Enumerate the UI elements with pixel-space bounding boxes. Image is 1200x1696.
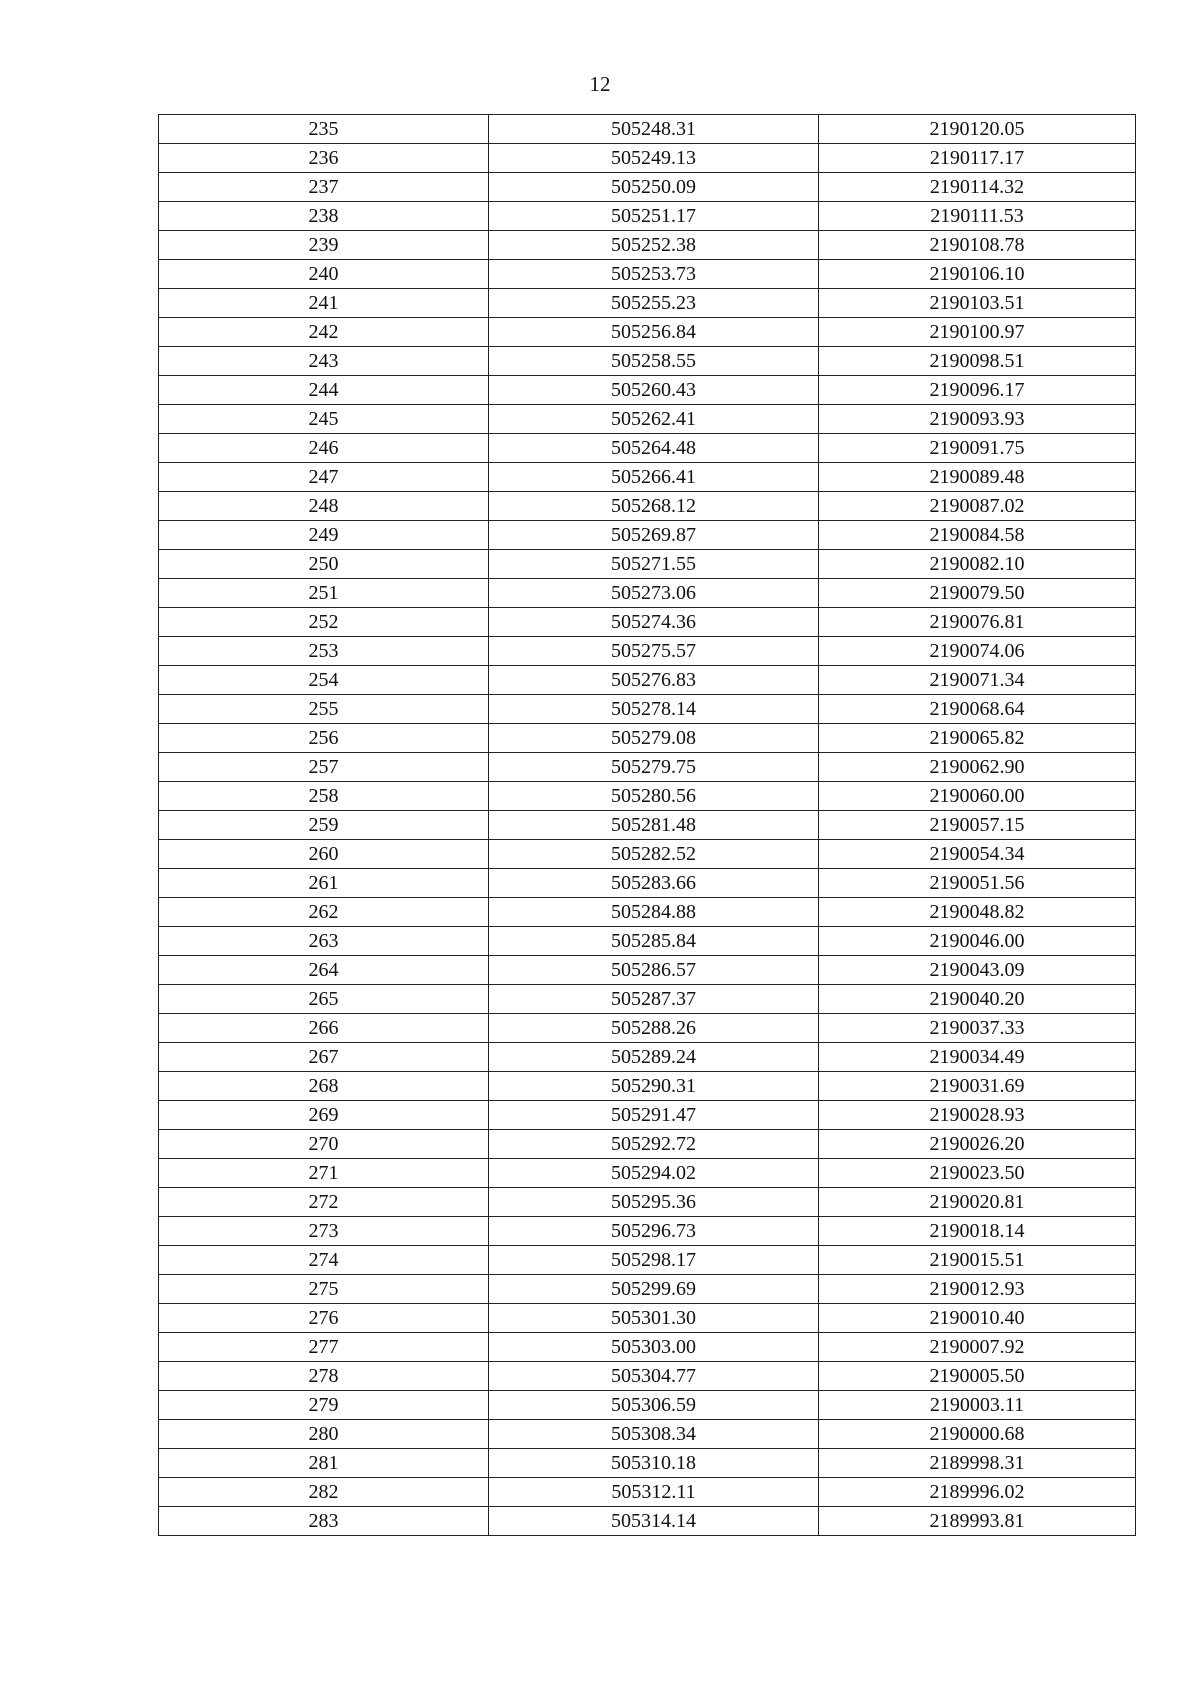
x-coordinate-cell: 505274.36 <box>489 608 819 637</box>
y-coordinate-cell: 2190040.20 <box>819 985 1136 1014</box>
y-coordinate-cell: 2189998.31 <box>819 1449 1136 1478</box>
y-coordinate-cell: 2190084.58 <box>819 521 1136 550</box>
x-coordinate-cell: 505279.08 <box>489 724 819 753</box>
x-coordinate-cell: 505273.06 <box>489 579 819 608</box>
x-coordinate-cell: 505260.43 <box>489 376 819 405</box>
y-coordinate-cell: 2190076.81 <box>819 608 1136 637</box>
point-number-cell: 269 <box>159 1101 489 1130</box>
y-coordinate-cell: 2190087.02 <box>819 492 1136 521</box>
table-row <box>159 927 1136 956</box>
point-number-cell: 281 <box>159 1449 489 1478</box>
y-coordinate-cell: 2189996.02 <box>819 1478 1136 1507</box>
point-number-cell: 282 <box>159 1478 489 1507</box>
y-coordinate-cell: 2190111.53 <box>819 202 1136 231</box>
point-number-cell: 247 <box>159 463 489 492</box>
y-coordinate-cell: 2190114.32 <box>819 173 1136 202</box>
point-number-cell: 266 <box>159 1014 489 1043</box>
point-number-cell: 237 <box>159 173 489 202</box>
point-number-cell: 264 <box>159 956 489 985</box>
point-number-cell: 276 <box>159 1304 489 1333</box>
y-coordinate-cell: 2190093.93 <box>819 405 1136 434</box>
x-coordinate-cell: 505253.73 <box>489 260 819 289</box>
x-coordinate-cell: 505250.09 <box>489 173 819 202</box>
x-coordinate-cell: 505303.00 <box>489 1333 819 1362</box>
x-coordinate-cell: 505304.77 <box>489 1362 819 1391</box>
y-coordinate-cell: 2190117.17 <box>819 144 1136 173</box>
y-coordinate-cell: 2190043.09 <box>819 956 1136 985</box>
table-row <box>159 376 1136 405</box>
table-row <box>159 869 1136 898</box>
table-row <box>159 1420 1136 1449</box>
point-number-cell: 251 <box>159 579 489 608</box>
table-row <box>159 1159 1136 1188</box>
table-row <box>159 1101 1136 1130</box>
table-row <box>159 115 1136 144</box>
table-row <box>159 695 1136 724</box>
table-row <box>159 144 1136 173</box>
y-coordinate-cell: 2189993.81 <box>819 1507 1136 1536</box>
x-coordinate-cell: 505298.17 <box>489 1246 819 1275</box>
x-coordinate-cell: 505251.17 <box>489 202 819 231</box>
table-row <box>159 898 1136 927</box>
table-row <box>159 173 1136 202</box>
x-coordinate-cell: 505291.47 <box>489 1101 819 1130</box>
x-coordinate-cell: 505299.69 <box>489 1275 819 1304</box>
point-number-cell: 248 <box>159 492 489 521</box>
table-row <box>159 782 1136 811</box>
x-coordinate-cell: 505296.73 <box>489 1217 819 1246</box>
point-number-cell: 259 <box>159 811 489 840</box>
point-number-cell: 254 <box>159 666 489 695</box>
y-coordinate-cell: 2190020.81 <box>819 1188 1136 1217</box>
point-number-cell: 236 <box>159 144 489 173</box>
x-coordinate-cell: 505275.57 <box>489 637 819 666</box>
point-number-cell: 258 <box>159 782 489 811</box>
table-row <box>159 608 1136 637</box>
x-coordinate-cell: 505285.84 <box>489 927 819 956</box>
point-number-cell: 270 <box>159 1130 489 1159</box>
point-number-cell: 267 <box>159 1043 489 1072</box>
y-coordinate-cell: 2190007.92 <box>819 1333 1136 1362</box>
table-row <box>159 1072 1136 1101</box>
point-number-cell: 243 <box>159 347 489 376</box>
point-number-cell: 257 <box>159 753 489 782</box>
point-number-cell: 272 <box>159 1188 489 1217</box>
table-row <box>159 289 1136 318</box>
y-coordinate-cell: 2190015.51 <box>819 1246 1136 1275</box>
y-coordinate-cell: 2190108.78 <box>819 231 1136 260</box>
x-coordinate-cell: 505271.55 <box>489 550 819 579</box>
y-coordinate-cell: 2190048.82 <box>819 898 1136 927</box>
y-coordinate-cell: 2190091.75 <box>819 434 1136 463</box>
table-row <box>159 840 1136 869</box>
table-row <box>159 463 1136 492</box>
y-coordinate-cell: 2190057.15 <box>819 811 1136 840</box>
x-coordinate-cell: 505258.55 <box>489 347 819 376</box>
x-coordinate-cell: 505252.38 <box>489 231 819 260</box>
table-row <box>159 318 1136 347</box>
point-number-cell: 244 <box>159 376 489 405</box>
x-coordinate-cell: 505284.88 <box>489 898 819 927</box>
table-row <box>159 579 1136 608</box>
table-row <box>159 1130 1136 1159</box>
table-row <box>159 492 1136 521</box>
point-number-cell: 260 <box>159 840 489 869</box>
y-coordinate-cell: 2190031.69 <box>819 1072 1136 1101</box>
point-number-cell: 263 <box>159 927 489 956</box>
y-coordinate-cell: 2190046.00 <box>819 927 1136 956</box>
point-number-cell: 238 <box>159 202 489 231</box>
table-row <box>159 521 1136 550</box>
x-coordinate-cell: 505287.37 <box>489 985 819 1014</box>
y-coordinate-cell: 2190096.17 <box>819 376 1136 405</box>
table-row <box>159 1362 1136 1391</box>
y-coordinate-cell: 2190068.64 <box>819 695 1136 724</box>
table-row <box>159 811 1136 840</box>
point-number-cell: 249 <box>159 521 489 550</box>
point-number-cell: 262 <box>159 898 489 927</box>
x-coordinate-cell: 505279.75 <box>489 753 819 782</box>
table-row <box>159 666 1136 695</box>
table-row <box>159 1449 1136 1478</box>
y-coordinate-cell: 2190060.00 <box>819 782 1136 811</box>
coordinates-table <box>158 114 1136 1536</box>
table-row <box>159 1333 1136 1362</box>
point-number-cell: 271 <box>159 1159 489 1188</box>
point-number-cell: 265 <box>159 985 489 1014</box>
y-coordinate-cell: 2190051.56 <box>819 869 1136 898</box>
y-coordinate-cell: 2190082.10 <box>819 550 1136 579</box>
point-number-cell: 250 <box>159 550 489 579</box>
x-coordinate-cell: 505280.56 <box>489 782 819 811</box>
x-coordinate-cell: 505292.72 <box>489 1130 819 1159</box>
x-coordinate-cell: 505295.36 <box>489 1188 819 1217</box>
table-row <box>159 405 1136 434</box>
page-number: 12 <box>589 72 611 96</box>
x-coordinate-cell: 505249.13 <box>489 144 819 173</box>
point-number-cell: 239 <box>159 231 489 260</box>
y-coordinate-cell: 2190120.05 <box>819 115 1136 144</box>
y-coordinate-cell: 2190054.34 <box>819 840 1136 869</box>
y-coordinate-cell: 2190074.06 <box>819 637 1136 666</box>
x-coordinate-cell: 505262.41 <box>489 405 819 434</box>
x-coordinate-cell: 505314.14 <box>489 1507 819 1536</box>
y-coordinate-cell: 2190023.50 <box>819 1159 1136 1188</box>
point-number-cell: 255 <box>159 695 489 724</box>
y-coordinate-cell: 2190037.33 <box>819 1014 1136 1043</box>
table-row <box>159 1188 1136 1217</box>
table-row <box>159 202 1136 231</box>
x-coordinate-cell: 505288.26 <box>489 1014 819 1043</box>
table-row <box>159 434 1136 463</box>
point-number-cell: 252 <box>159 608 489 637</box>
x-coordinate-cell: 505301.30 <box>489 1304 819 1333</box>
point-number-cell: 256 <box>159 724 489 753</box>
x-coordinate-cell: 505308.34 <box>489 1420 819 1449</box>
y-coordinate-cell: 2190065.82 <box>819 724 1136 753</box>
y-coordinate-cell: 2190106.10 <box>819 260 1136 289</box>
x-coordinate-cell: 505264.48 <box>489 434 819 463</box>
point-number-cell: 246 <box>159 434 489 463</box>
table-row <box>159 1275 1136 1304</box>
table-row <box>159 550 1136 579</box>
x-coordinate-cell: 505312.11 <box>489 1478 819 1507</box>
point-number-cell: 277 <box>159 1333 489 1362</box>
y-coordinate-cell: 2190003.11 <box>819 1391 1136 1420</box>
table-row <box>159 1478 1136 1507</box>
table-row <box>159 1043 1136 1072</box>
y-coordinate-cell: 2190005.50 <box>819 1362 1136 1391</box>
y-coordinate-cell: 2190028.93 <box>819 1101 1136 1130</box>
x-coordinate-cell: 505283.66 <box>489 869 819 898</box>
y-coordinate-cell: 2190098.51 <box>819 347 1136 376</box>
point-number-cell: 275 <box>159 1275 489 1304</box>
y-coordinate-cell: 2190012.93 <box>819 1275 1136 1304</box>
table-row <box>159 260 1136 289</box>
y-coordinate-cell: 2190089.48 <box>819 463 1136 492</box>
point-number-cell: 268 <box>159 1072 489 1101</box>
point-number-cell: 253 <box>159 637 489 666</box>
point-number-cell: 279 <box>159 1391 489 1420</box>
table-row <box>159 1014 1136 1043</box>
point-number-cell: 240 <box>159 260 489 289</box>
x-coordinate-cell: 505248.31 <box>489 115 819 144</box>
point-number-cell: 283 <box>159 1507 489 1536</box>
x-coordinate-cell: 505276.83 <box>489 666 819 695</box>
point-number-cell: 280 <box>159 1420 489 1449</box>
point-number-cell: 245 <box>159 405 489 434</box>
x-coordinate-cell: 505294.02 <box>489 1159 819 1188</box>
x-coordinate-cell: 505289.24 <box>489 1043 819 1072</box>
y-coordinate-cell: 2190034.49 <box>819 1043 1136 1072</box>
x-coordinate-cell: 505310.18 <box>489 1449 819 1478</box>
x-coordinate-cell: 505266.41 <box>489 463 819 492</box>
x-coordinate-cell: 505281.48 <box>489 811 819 840</box>
table-row <box>159 1246 1136 1275</box>
point-number-cell: 261 <box>159 869 489 898</box>
table-row <box>159 724 1136 753</box>
table-row <box>159 1391 1136 1420</box>
y-coordinate-cell: 2190010.40 <box>819 1304 1136 1333</box>
y-coordinate-cell: 2190026.20 <box>819 1130 1136 1159</box>
point-number-cell: 235 <box>159 115 489 144</box>
point-number-cell: 278 <box>159 1362 489 1391</box>
point-number-cell: 273 <box>159 1217 489 1246</box>
y-coordinate-cell: 2190103.51 <box>819 289 1136 318</box>
y-coordinate-cell: 2190062.90 <box>819 753 1136 782</box>
coordinates-table-body <box>159 115 1136 1536</box>
x-coordinate-cell: 505255.23 <box>489 289 819 318</box>
y-coordinate-cell: 2190000.68 <box>819 1420 1136 1449</box>
x-coordinate-cell: 505282.52 <box>489 840 819 869</box>
x-coordinate-cell: 505268.12 <box>489 492 819 521</box>
y-coordinate-cell: 2190079.50 <box>819 579 1136 608</box>
table-row <box>159 231 1136 260</box>
table-row <box>159 985 1136 1014</box>
point-number-cell: 241 <box>159 289 489 318</box>
x-coordinate-cell: 505269.87 <box>489 521 819 550</box>
table-row <box>159 1507 1136 1536</box>
y-coordinate-cell: 2190018.14 <box>819 1217 1136 1246</box>
table-row <box>159 753 1136 782</box>
table-row <box>159 1304 1136 1333</box>
x-coordinate-cell: 505278.14 <box>489 695 819 724</box>
table-row <box>159 347 1136 376</box>
y-coordinate-cell: 2190071.34 <box>819 666 1136 695</box>
table-row <box>159 637 1136 666</box>
table-row <box>159 1217 1136 1246</box>
table-row <box>159 956 1136 985</box>
point-number-cell: 242 <box>159 318 489 347</box>
x-coordinate-cell: 505256.84 <box>489 318 819 347</box>
y-coordinate-cell: 2190100.97 <box>819 318 1136 347</box>
x-coordinate-cell: 505290.31 <box>489 1072 819 1101</box>
x-coordinate-cell: 505286.57 <box>489 956 819 985</box>
point-number-cell: 274 <box>159 1246 489 1275</box>
x-coordinate-cell: 505306.59 <box>489 1391 819 1420</box>
